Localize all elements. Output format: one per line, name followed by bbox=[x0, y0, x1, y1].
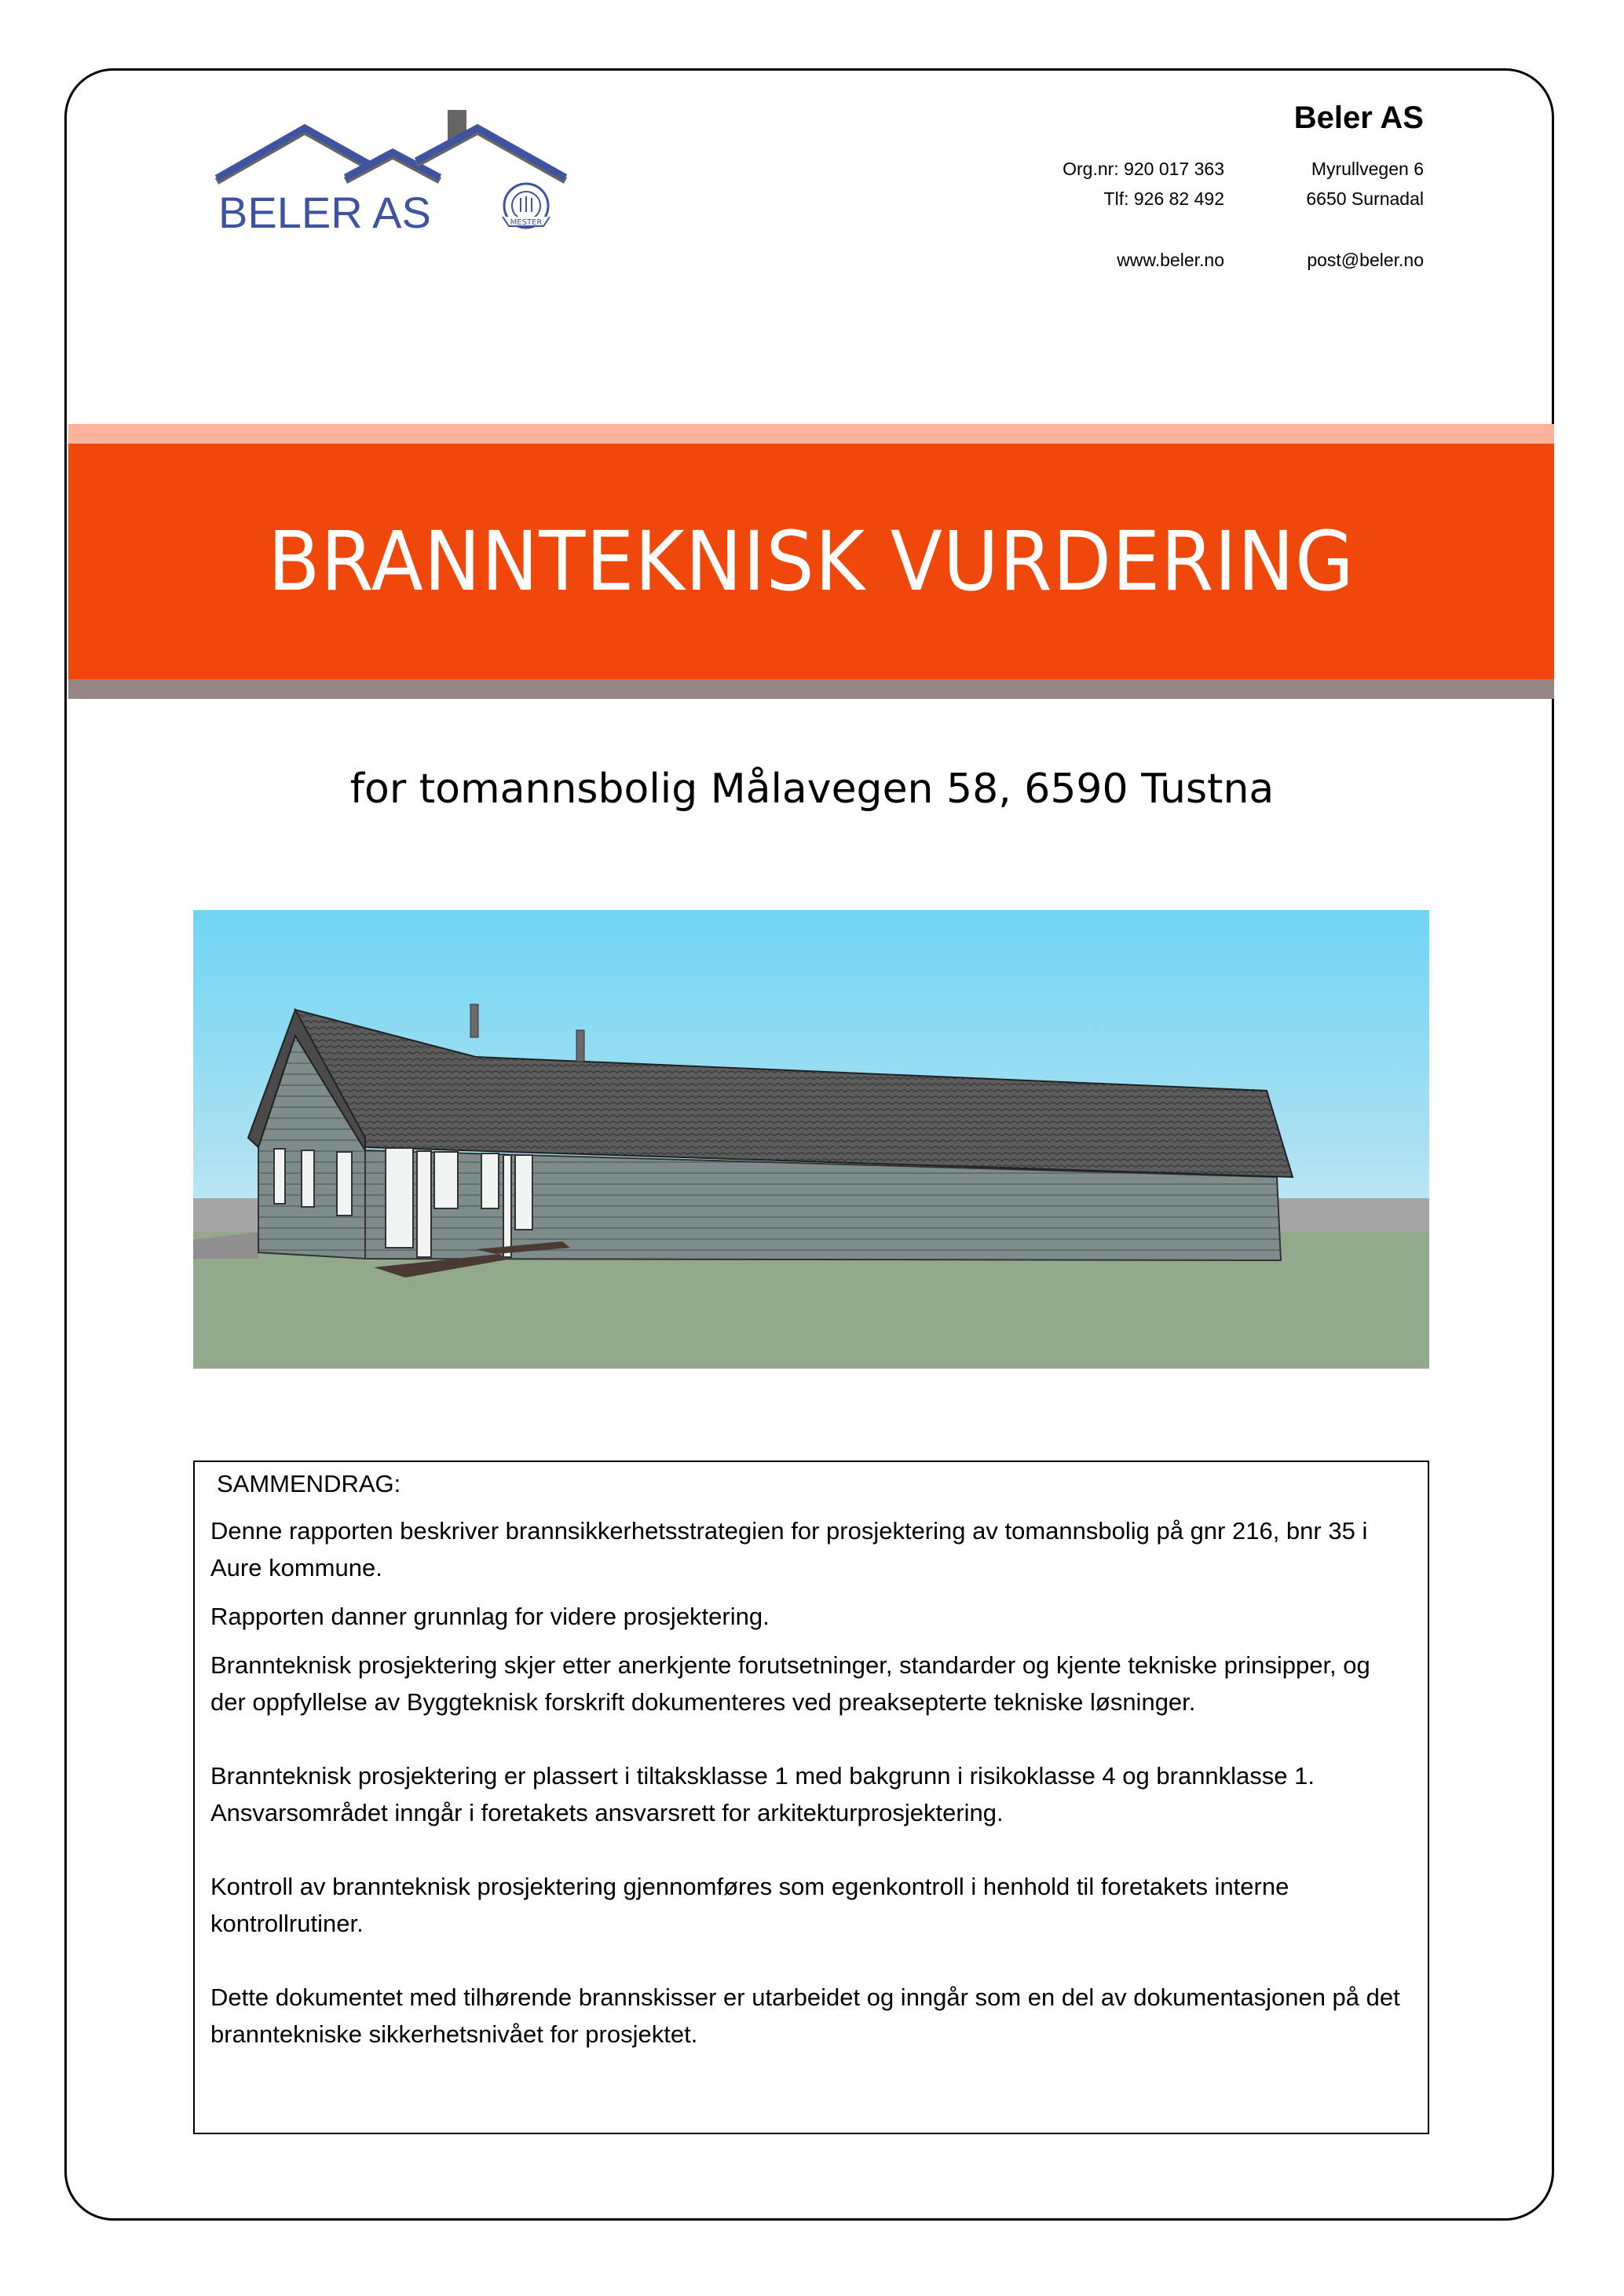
logo-graphic bbox=[212, 102, 581, 236]
summary-paragraph: Dette dokumentet med tilhørende brannskisser er utarbeidet og inngår som en del av dokumentasjonen på det branntekniske sikkerhetsnivået for prosjektet. bbox=[210, 1983, 1400, 2048]
document-subtitle: for tomannsbolig Målavegen 58, 6590 Tustna bbox=[349, 766, 1275, 813]
company-name: Beler AS bbox=[1293, 101, 1424, 135]
document-title: BRANNTEKNISK VURDERING bbox=[268, 514, 1355, 609]
summary-paragraph: Denne rapporten beskriver brannsikkerhetsstrategien for prosjektering av tomannsbolig på gnr 216, bnr 35 i Aure kommune. bbox=[210, 1517, 1368, 1581]
summary-heading: SAMMENDRAG: bbox=[217, 1470, 401, 1497]
chimney-2 bbox=[576, 1030, 584, 1062]
summary-paragraph: Kontroll av brannteknisk prosjektering gjennomføres som egenkontroll i henhold til foretakets interne kontrollrutiner. bbox=[210, 1873, 1289, 1937]
company-info-left bbox=[1063, 154, 1224, 275]
org-number: Org.nr: 920 017 363 bbox=[1063, 159, 1224, 179]
house-render-image bbox=[193, 910, 1429, 1369]
phone-number: Tlf: 926 82 492 bbox=[1103, 188, 1224, 209]
summary-paragraph: Rapporten danner grunnlag for videre prosjektering. bbox=[210, 1603, 770, 1630]
summary-paragraph: Brannteknisk prosjektering er plassert i tiltaksklasse 1 med bakgrunn i risikoklasse 4 og brannklasse 1. Ansvarsområdet inngår i foretakets ansvarsrett for arkitekturprosjektering. bbox=[210, 1762, 1315, 1826]
postal-address: 6650 Surnadal bbox=[1306, 188, 1424, 209]
email-link[interactable]: post@beler.no bbox=[1307, 250, 1424, 270]
chimney-1 bbox=[470, 1004, 478, 1037]
title-banner bbox=[68, 444, 1554, 679]
house-render-graphic bbox=[193, 910, 1429, 1369]
mester-badge-text: MESTER bbox=[510, 218, 543, 227]
street-address: Myrullvegen 6 bbox=[1311, 159, 1424, 179]
website-link[interactable]: www.beler.no bbox=[1117, 250, 1224, 270]
banner-top-stripe bbox=[68, 424, 1554, 444]
mester-badge-icon bbox=[503, 184, 550, 228]
company-info-right bbox=[1306, 154, 1424, 275]
summary-box bbox=[193, 1461, 1429, 2134]
summary-paragraph: Brannteknisk prosjektering skjer etter anerkjente forutsetninger, standarder og kjente tekniske prinsipper, og der oppfyllelse av Byggteknisk forskrift dokumenteres ved preaksepterte tekniske løsninger. bbox=[210, 1651, 1370, 1716]
company-logo bbox=[212, 102, 581, 236]
banner-bottom-stripe bbox=[68, 679, 1554, 699]
logo-text: BELER AS bbox=[218, 188, 431, 236]
